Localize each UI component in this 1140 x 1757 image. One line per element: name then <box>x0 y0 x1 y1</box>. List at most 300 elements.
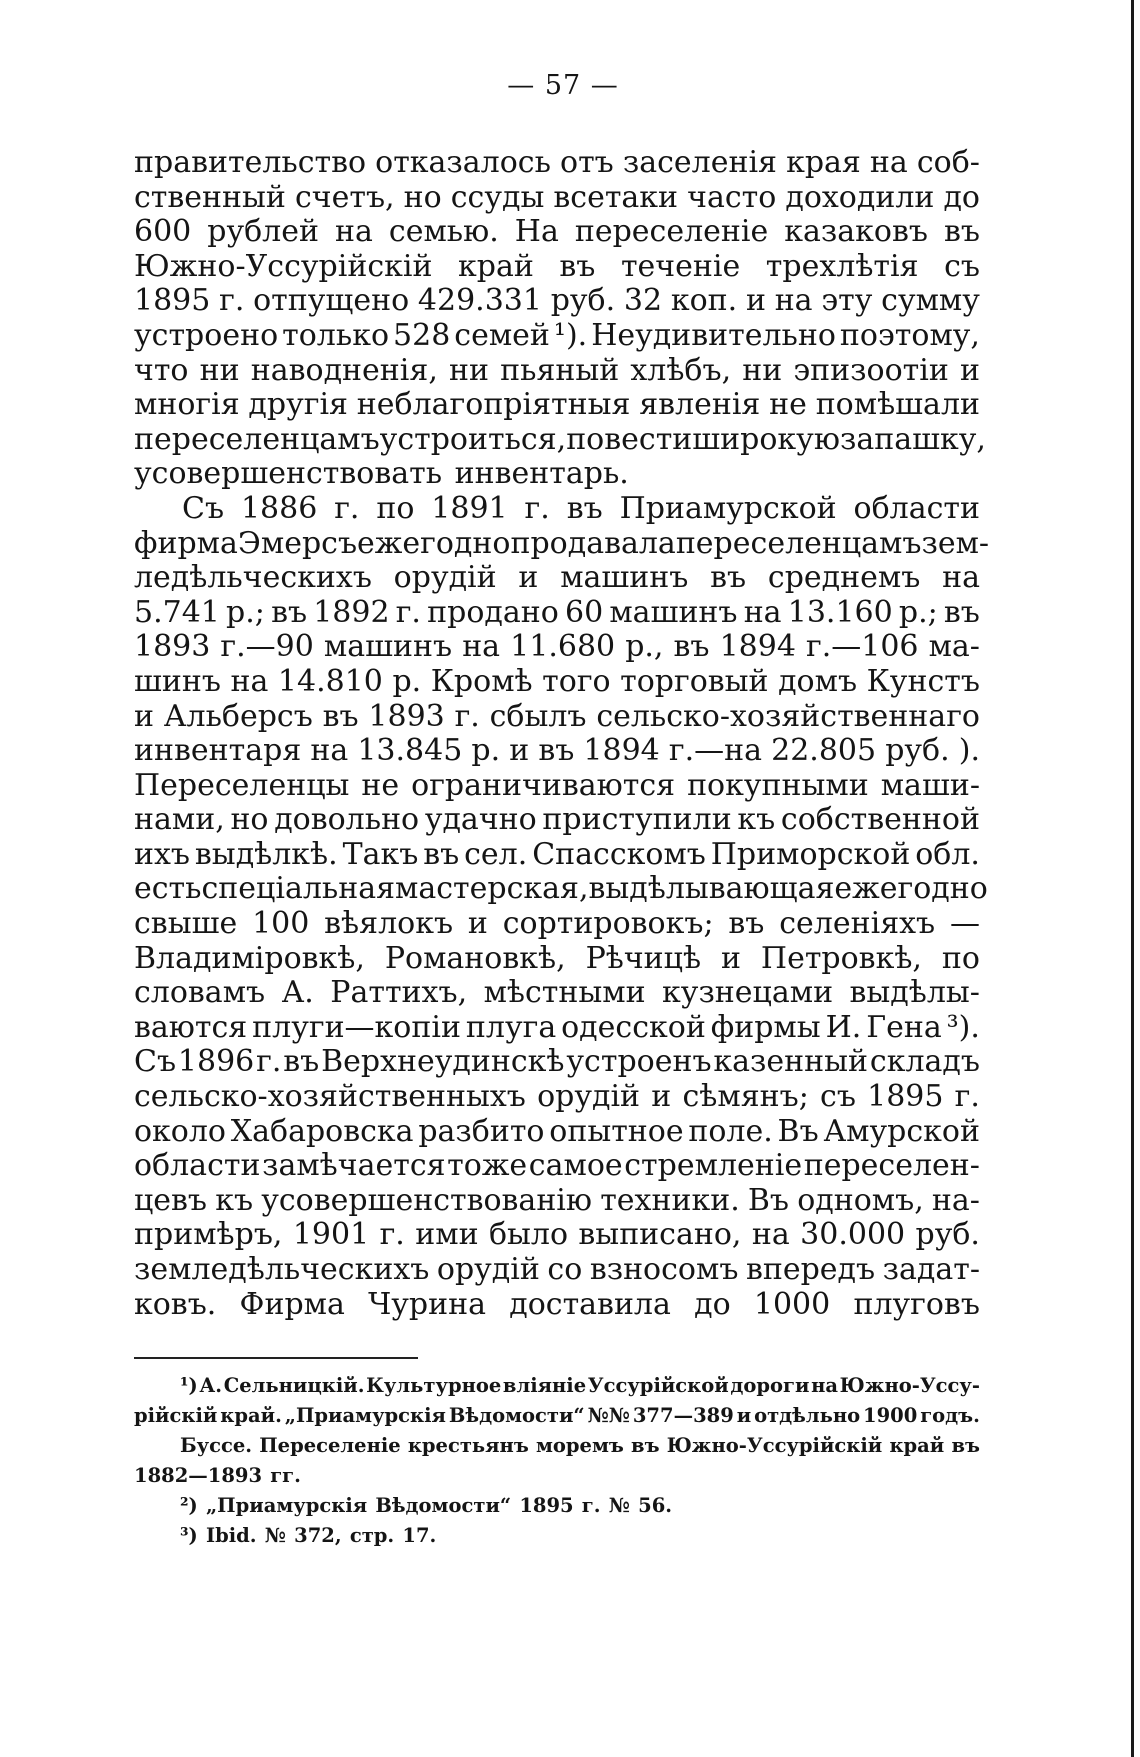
body-word: по <box>376 490 415 526</box>
body-word: Такъ <box>342 836 419 872</box>
body-word: переселенцамъ <box>134 421 380 457</box>
body-word: теченіе <box>620 248 741 284</box>
body-word: ваются <box>134 1009 248 1045</box>
body-word: съ <box>944 248 980 284</box>
body-line <box>134 1149 980 1184</box>
body-word: другія <box>248 387 348 423</box>
body-word: г.—106 <box>806 629 919 665</box>
body-word: 1901 <box>292 1217 370 1253</box>
body-word: и <box>509 733 530 769</box>
body-word: рублей <box>207 214 319 250</box>
body-word: до <box>943 179 980 215</box>
body-line <box>134 665 980 700</box>
body-word: г. <box>256 1044 282 1080</box>
body-word: Въ <box>777 1113 819 1149</box>
footnote-word: въ <box>631 1434 660 1457</box>
body-word: устроенъ <box>566 1044 712 1080</box>
body-word: шинъ <box>134 663 221 699</box>
body-word: Кромѣ <box>430 663 533 699</box>
body-word: ¹). <box>553 317 588 353</box>
body-word: одесской <box>561 1009 706 1045</box>
body-word: переселеніе <box>574 214 769 250</box>
body-word: на <box>230 663 269 699</box>
body-line <box>134 1080 980 1115</box>
body-word: многія <box>134 387 240 423</box>
body-word: на <box>743 594 782 630</box>
body-word: 13.160 <box>787 594 893 630</box>
body-line <box>134 1288 980 1323</box>
body-word: ледѣльческихъ <box>134 560 372 596</box>
body-word: р. <box>392 663 422 699</box>
body-word: 1000 <box>753 1286 831 1322</box>
body-line <box>134 1218 980 1253</box>
body-word: съ <box>820 1079 856 1115</box>
body-word: поэтому, <box>839 317 980 353</box>
body-word: коп. <box>670 283 738 319</box>
body-word: доходили <box>785 179 935 215</box>
body-word: въ <box>283 1044 320 1080</box>
body-word: въ <box>673 629 710 665</box>
body-word: въ <box>271 594 308 630</box>
body-word: Владиміровкѣ, <box>134 940 365 976</box>
footnote-line <box>134 1491 980 1521</box>
footnote-word: 17. <box>402 1524 437 1547</box>
body-word: на <box>869 145 908 180</box>
body-line <box>134 457 980 492</box>
body-line <box>134 803 980 838</box>
body-word: мастерская, <box>395 871 589 907</box>
body-word: соб- <box>916 145 980 180</box>
body-word: г. <box>379 1217 405 1253</box>
body-word: И. <box>825 1009 862 1045</box>
body-word: выдѣлы- <box>849 975 980 1011</box>
body-word: взносомъ <box>589 1252 739 1287</box>
footnote-word: годъ. <box>920 1404 980 1427</box>
body-word: Спасскомъ <box>532 836 706 872</box>
body-word: трехлѣтія <box>765 248 919 284</box>
body-word: устроиться, <box>379 421 567 457</box>
body-word: селеніяхъ <box>779 906 936 942</box>
body-word: запашку, <box>839 421 986 457</box>
body-word: ни <box>199 352 240 388</box>
body-word: самое <box>528 1148 623 1184</box>
body-word: задат- <box>882 1252 980 1287</box>
body-word: есть <box>134 871 202 907</box>
body-word: въ <box>322 698 359 734</box>
body-word: ³). <box>946 1009 980 1045</box>
body-word: было <box>488 1217 569 1253</box>
footnotes-block <box>134 1371 980 1551</box>
body-word: ссуды <box>450 179 545 215</box>
body-word: одномъ, <box>797 1182 924 1218</box>
body-word: явленія <box>639 387 761 423</box>
body-word: домъ <box>778 663 858 699</box>
body-word: руб. <box>550 283 616 319</box>
body-word: продано <box>427 594 559 630</box>
body-word: 1894 <box>583 733 660 769</box>
body-line <box>134 215 980 250</box>
body-word: г. <box>454 698 480 734</box>
footnote-word: №№ <box>587 1404 630 1427</box>
body-word: г. <box>219 283 245 319</box>
body-line <box>134 838 980 873</box>
body-word: въ <box>566 490 603 526</box>
footnote-word: № <box>264 1524 286 1547</box>
body-word: области <box>853 490 980 526</box>
body-word: 32 <box>623 283 663 319</box>
body-word: орудій <box>537 1079 641 1115</box>
footnote-word: на <box>811 1374 839 1397</box>
body-line <box>134 421 986 458</box>
body-line <box>134 181 980 216</box>
body-word: и <box>745 283 766 319</box>
body-word: къ <box>737 802 776 838</box>
body-word: въ <box>538 733 575 769</box>
main-body-text <box>134 145 990 1322</box>
body-word: г. <box>395 594 421 630</box>
footnote-line <box>134 1431 980 1461</box>
footnote-word: Южно-Уссурійскій <box>666 1434 883 1457</box>
body-word: на <box>310 733 349 769</box>
footnote-word: 372, <box>294 1524 342 1547</box>
body-word: выдѣлывающая <box>588 871 835 907</box>
body-word: всетаки <box>553 179 679 215</box>
footnote-line <box>134 1461 980 1491</box>
body-word: 429.331 <box>417 283 542 319</box>
footnote-word: Ibid. <box>205 1524 257 1547</box>
body-word: того <box>542 663 611 699</box>
body-word: въ <box>559 248 596 284</box>
footnote-word: „Приамурскія <box>205 1494 368 1517</box>
body-word: повести <box>566 421 693 457</box>
body-word: отъ <box>560 145 614 180</box>
body-word: переселен- <box>803 1148 980 1184</box>
body-line <box>134 284 980 319</box>
body-word: Эмерсъ <box>237 525 358 561</box>
body-line <box>134 1011 980 1046</box>
body-word: 11.680 <box>510 629 616 665</box>
body-word: машинъ <box>323 629 453 665</box>
body-word: 13.845 <box>357 733 463 769</box>
body-word: заселенія <box>622 145 777 180</box>
body-line <box>134 1115 980 1150</box>
body-word: г.—90 <box>220 629 314 665</box>
body-word: нами, <box>134 802 225 838</box>
body-word: г. <box>524 490 550 526</box>
body-word: но <box>403 179 442 215</box>
footnote-word: вліяніе <box>502 1374 587 1397</box>
body-word: въ <box>943 214 980 250</box>
body-line <box>134 1184 980 1219</box>
body-word: свыше <box>134 906 238 942</box>
footnote-word: Вѣдомости“ <box>375 1494 512 1517</box>
body-word: и <box>467 906 488 942</box>
body-word: Южно-Уссурійскій <box>134 248 433 284</box>
footnote-word: въ <box>951 1434 980 1457</box>
body-word: помѣшали <box>815 387 980 423</box>
body-word: и <box>959 352 980 388</box>
body-word: ими <box>415 1217 479 1253</box>
body-line <box>134 907 980 942</box>
footnote-word: № <box>608 1494 630 1517</box>
body-word: стремленіе <box>624 1148 803 1184</box>
body-line <box>134 976 980 1011</box>
body-word: на <box>751 1217 790 1253</box>
body-word: сортировокъ; <box>502 906 714 942</box>
body-word: 22.805 <box>771 733 877 769</box>
body-word: фирма <box>134 525 238 561</box>
body-word: собственной <box>780 802 980 838</box>
body-word: впередъ <box>745 1252 876 1287</box>
body-word: до <box>694 1286 731 1322</box>
body-word: вѣялокъ <box>324 906 454 942</box>
body-word: со <box>547 1252 583 1287</box>
body-word: Съ <box>182 490 225 526</box>
body-word: семей <box>454 317 550 353</box>
body-word: 1895 <box>134 283 211 319</box>
body-word: ма- <box>928 629 980 665</box>
body-word: въ <box>423 836 460 872</box>
body-word: по <box>941 940 980 976</box>
footnote-word: ¹) <box>180 1374 198 1397</box>
body-word: края <box>786 145 861 180</box>
footnote-word: гг. <box>270 1464 301 1487</box>
body-line <box>134 942 980 977</box>
body-word: спеціальная <box>201 871 396 907</box>
body-word: не <box>769 387 807 423</box>
body-word: фирмы <box>710 1009 821 1045</box>
body-word: 1894 <box>719 629 796 665</box>
body-line <box>134 354 980 389</box>
body-word: 5.741 <box>134 594 220 630</box>
body-word: правительство <box>134 145 367 180</box>
footnote-word: Культурное <box>366 1374 502 1397</box>
body-word: усовершенствовать <box>134 456 443 492</box>
body-word: хлѣбъ, <box>630 352 732 388</box>
body-word: продавала <box>510 525 676 561</box>
body-word: не <box>361 767 400 803</box>
body-word: г. <box>334 490 360 526</box>
footnote-word: Буссе. <box>180 1434 253 1457</box>
body-word: Фирма <box>239 1286 345 1322</box>
body-word: выписано, <box>578 1217 742 1253</box>
body-line <box>134 250 980 285</box>
body-word: техники. <box>600 1182 740 1218</box>
body-word: Переселенцы <box>134 767 350 803</box>
body-word: 30.000 <box>800 1217 906 1253</box>
body-word: плуга <box>465 1009 557 1045</box>
body-word: приступили <box>542 802 732 838</box>
body-word: довольно <box>274 802 420 838</box>
body-word: машинъ <box>609 594 738 630</box>
footnote-word: Уссурійской <box>587 1374 729 1397</box>
footnote-word: г. <box>581 1494 601 1517</box>
body-word: Неудивительно <box>591 317 836 353</box>
footnote-word: „Приамурскія <box>284 1404 446 1427</box>
body-word: край <box>458 248 534 284</box>
body-word: складъ <box>869 1044 980 1080</box>
body-word: сельско-хозяйственныхъ <box>134 1079 526 1115</box>
footnote-line <box>134 1371 980 1401</box>
footnote-word: крестьянъ <box>407 1434 529 1457</box>
body-word: ковъ. <box>134 1286 217 1322</box>
body-word: только <box>282 317 390 353</box>
body-word: пьяный <box>500 352 620 388</box>
body-word: г. <box>954 1079 980 1115</box>
body-line <box>134 1253 980 1288</box>
body-word: 14.810 <box>277 663 383 699</box>
body-word: отпущено <box>253 283 410 319</box>
body-word: 1896 <box>177 1044 255 1080</box>
body-word: на- <box>931 1182 980 1218</box>
body-word: и <box>518 560 539 596</box>
body-word: устроено <box>134 317 279 353</box>
body-word: р.; <box>226 594 265 630</box>
body-word: орудій <box>393 560 497 596</box>
body-word: доставила <box>509 1286 671 1322</box>
body-word: неблагопріятныя <box>356 387 631 423</box>
footnote-word: край. <box>220 1404 282 1427</box>
body-word: Чурина <box>368 1286 487 1322</box>
body-word: инвентаря <box>134 733 302 769</box>
body-word: сумму <box>881 283 980 319</box>
body-word: ежегодно <box>357 525 511 561</box>
footnote-word: моремъ <box>535 1434 624 1457</box>
body-word: кузнецами <box>662 975 834 1011</box>
body-word: ежегодно <box>834 871 988 907</box>
footnote-word: стр. <box>349 1524 395 1547</box>
footnote-word: Южно-Уссу- <box>839 1374 980 1397</box>
body-word: ихъ <box>134 836 191 872</box>
body-word: орудій <box>436 1252 540 1287</box>
body-word: Въ <box>747 1182 790 1218</box>
footnote-word: 1882—1893 <box>134 1464 263 1487</box>
body-word: и <box>720 940 741 976</box>
body-word: наводненія, <box>250 352 438 388</box>
body-word: на <box>462 629 501 665</box>
footnote-word: дороги <box>730 1374 810 1397</box>
body-word: 1893 <box>134 629 211 665</box>
body-word: зем- <box>921 525 990 561</box>
body-word: р.; <box>898 594 938 630</box>
body-word: мѣстными <box>483 975 646 1011</box>
body-line <box>134 525 990 562</box>
body-word: на <box>942 560 980 596</box>
body-word: Приморской <box>710 836 911 872</box>
body-word: машинъ <box>560 560 689 596</box>
body-line <box>134 492 980 527</box>
body-word: разбито <box>418 1113 545 1149</box>
body-word: плуговъ <box>853 1286 980 1322</box>
body-word: словамъ <box>134 975 266 1011</box>
body-word: Петровкѣ, <box>760 940 922 976</box>
body-line <box>134 1045 980 1080</box>
body-word: Хабаровска <box>230 1113 414 1149</box>
footnote-word: и <box>736 1404 752 1427</box>
body-word: области <box>134 1148 261 1184</box>
body-word: на <box>774 283 813 319</box>
body-word: опытное <box>549 1113 684 1149</box>
body-word: 100 <box>252 906 310 942</box>
body-word: Альберсъ <box>163 698 313 734</box>
body-word: широкую <box>692 421 840 457</box>
body-word: усовершенствованію <box>261 1182 593 1218</box>
footnote-word: Переселеніе <box>259 1434 401 1457</box>
body-word: На <box>514 214 559 250</box>
footnote-word: отдѣльно <box>754 1404 861 1427</box>
body-word: инвентарь. <box>454 456 629 492</box>
body-word: поле. <box>688 1113 773 1149</box>
body-line <box>134 871 988 907</box>
body-word: въ <box>728 906 765 942</box>
body-word: руб. <box>915 1217 980 1253</box>
body-word: Съ <box>134 1044 177 1080</box>
body-line <box>134 561 980 596</box>
body-word: Раттихъ, <box>330 975 468 1011</box>
body-word: тоже <box>447 1148 528 1184</box>
body-word: — <box>949 906 980 942</box>
body-word: р., <box>625 629 664 665</box>
body-word: сельско-хозяйственнаго <box>596 698 980 734</box>
body-word: Гена <box>866 1009 942 1045</box>
footnote-line <box>134 1521 980 1551</box>
body-word: ственный <box>134 179 286 215</box>
footnote-word: 1900 <box>863 1404 918 1427</box>
body-word: Рѣчицѣ <box>585 940 702 976</box>
footnote-separator <box>134 1357 418 1359</box>
body-word: 1895 <box>867 1079 944 1115</box>
body-word: ни <box>448 352 489 388</box>
body-word: эпизоотіи <box>793 352 949 388</box>
footnote-word: 56. <box>638 1494 673 1517</box>
body-word: удачно <box>424 802 537 838</box>
body-word: обл. <box>915 836 980 872</box>
body-word: Романовкѣ, <box>384 940 566 976</box>
body-word: примѣръ, <box>134 1217 283 1253</box>
body-word: г.—на <box>668 733 763 769</box>
body-word: переселенцамъ <box>675 525 922 561</box>
footnote-word: край <box>889 1434 945 1457</box>
body-word: ограничиваются <box>411 767 676 803</box>
body-line <box>134 734 980 769</box>
body-word: 1892 <box>313 594 390 630</box>
body-word: выдѣлкѣ. <box>194 836 338 872</box>
body-word: цевъ <box>134 1182 208 1218</box>
footnote-line <box>134 1401 980 1431</box>
body-word: сѣмянъ; <box>682 1079 809 1115</box>
body-line <box>134 388 980 423</box>
footnote-word: ³) <box>180 1524 198 1547</box>
body-word: ). <box>958 733 980 769</box>
body-word: эту <box>821 283 873 319</box>
body-word: и <box>651 1079 672 1115</box>
body-word: 528 <box>393 317 451 353</box>
footnote-word: 377—389 <box>632 1404 734 1427</box>
body-word: отказалось <box>375 145 551 180</box>
body-word: счетъ, <box>294 179 395 215</box>
body-word: 1886 <box>240 490 318 526</box>
body-word: руб. <box>885 733 950 769</box>
body-word: Амурской <box>823 1113 980 1149</box>
body-word: казенный <box>713 1044 869 1080</box>
body-word: около <box>134 1113 226 1149</box>
footnote-word: 1895 <box>519 1494 574 1517</box>
footnote-word: ²) <box>180 1494 198 1517</box>
body-word: и <box>134 698 154 734</box>
body-word: маши- <box>880 767 980 803</box>
footnote-word: Сельницкій. <box>223 1374 365 1397</box>
body-line <box>134 769 980 804</box>
